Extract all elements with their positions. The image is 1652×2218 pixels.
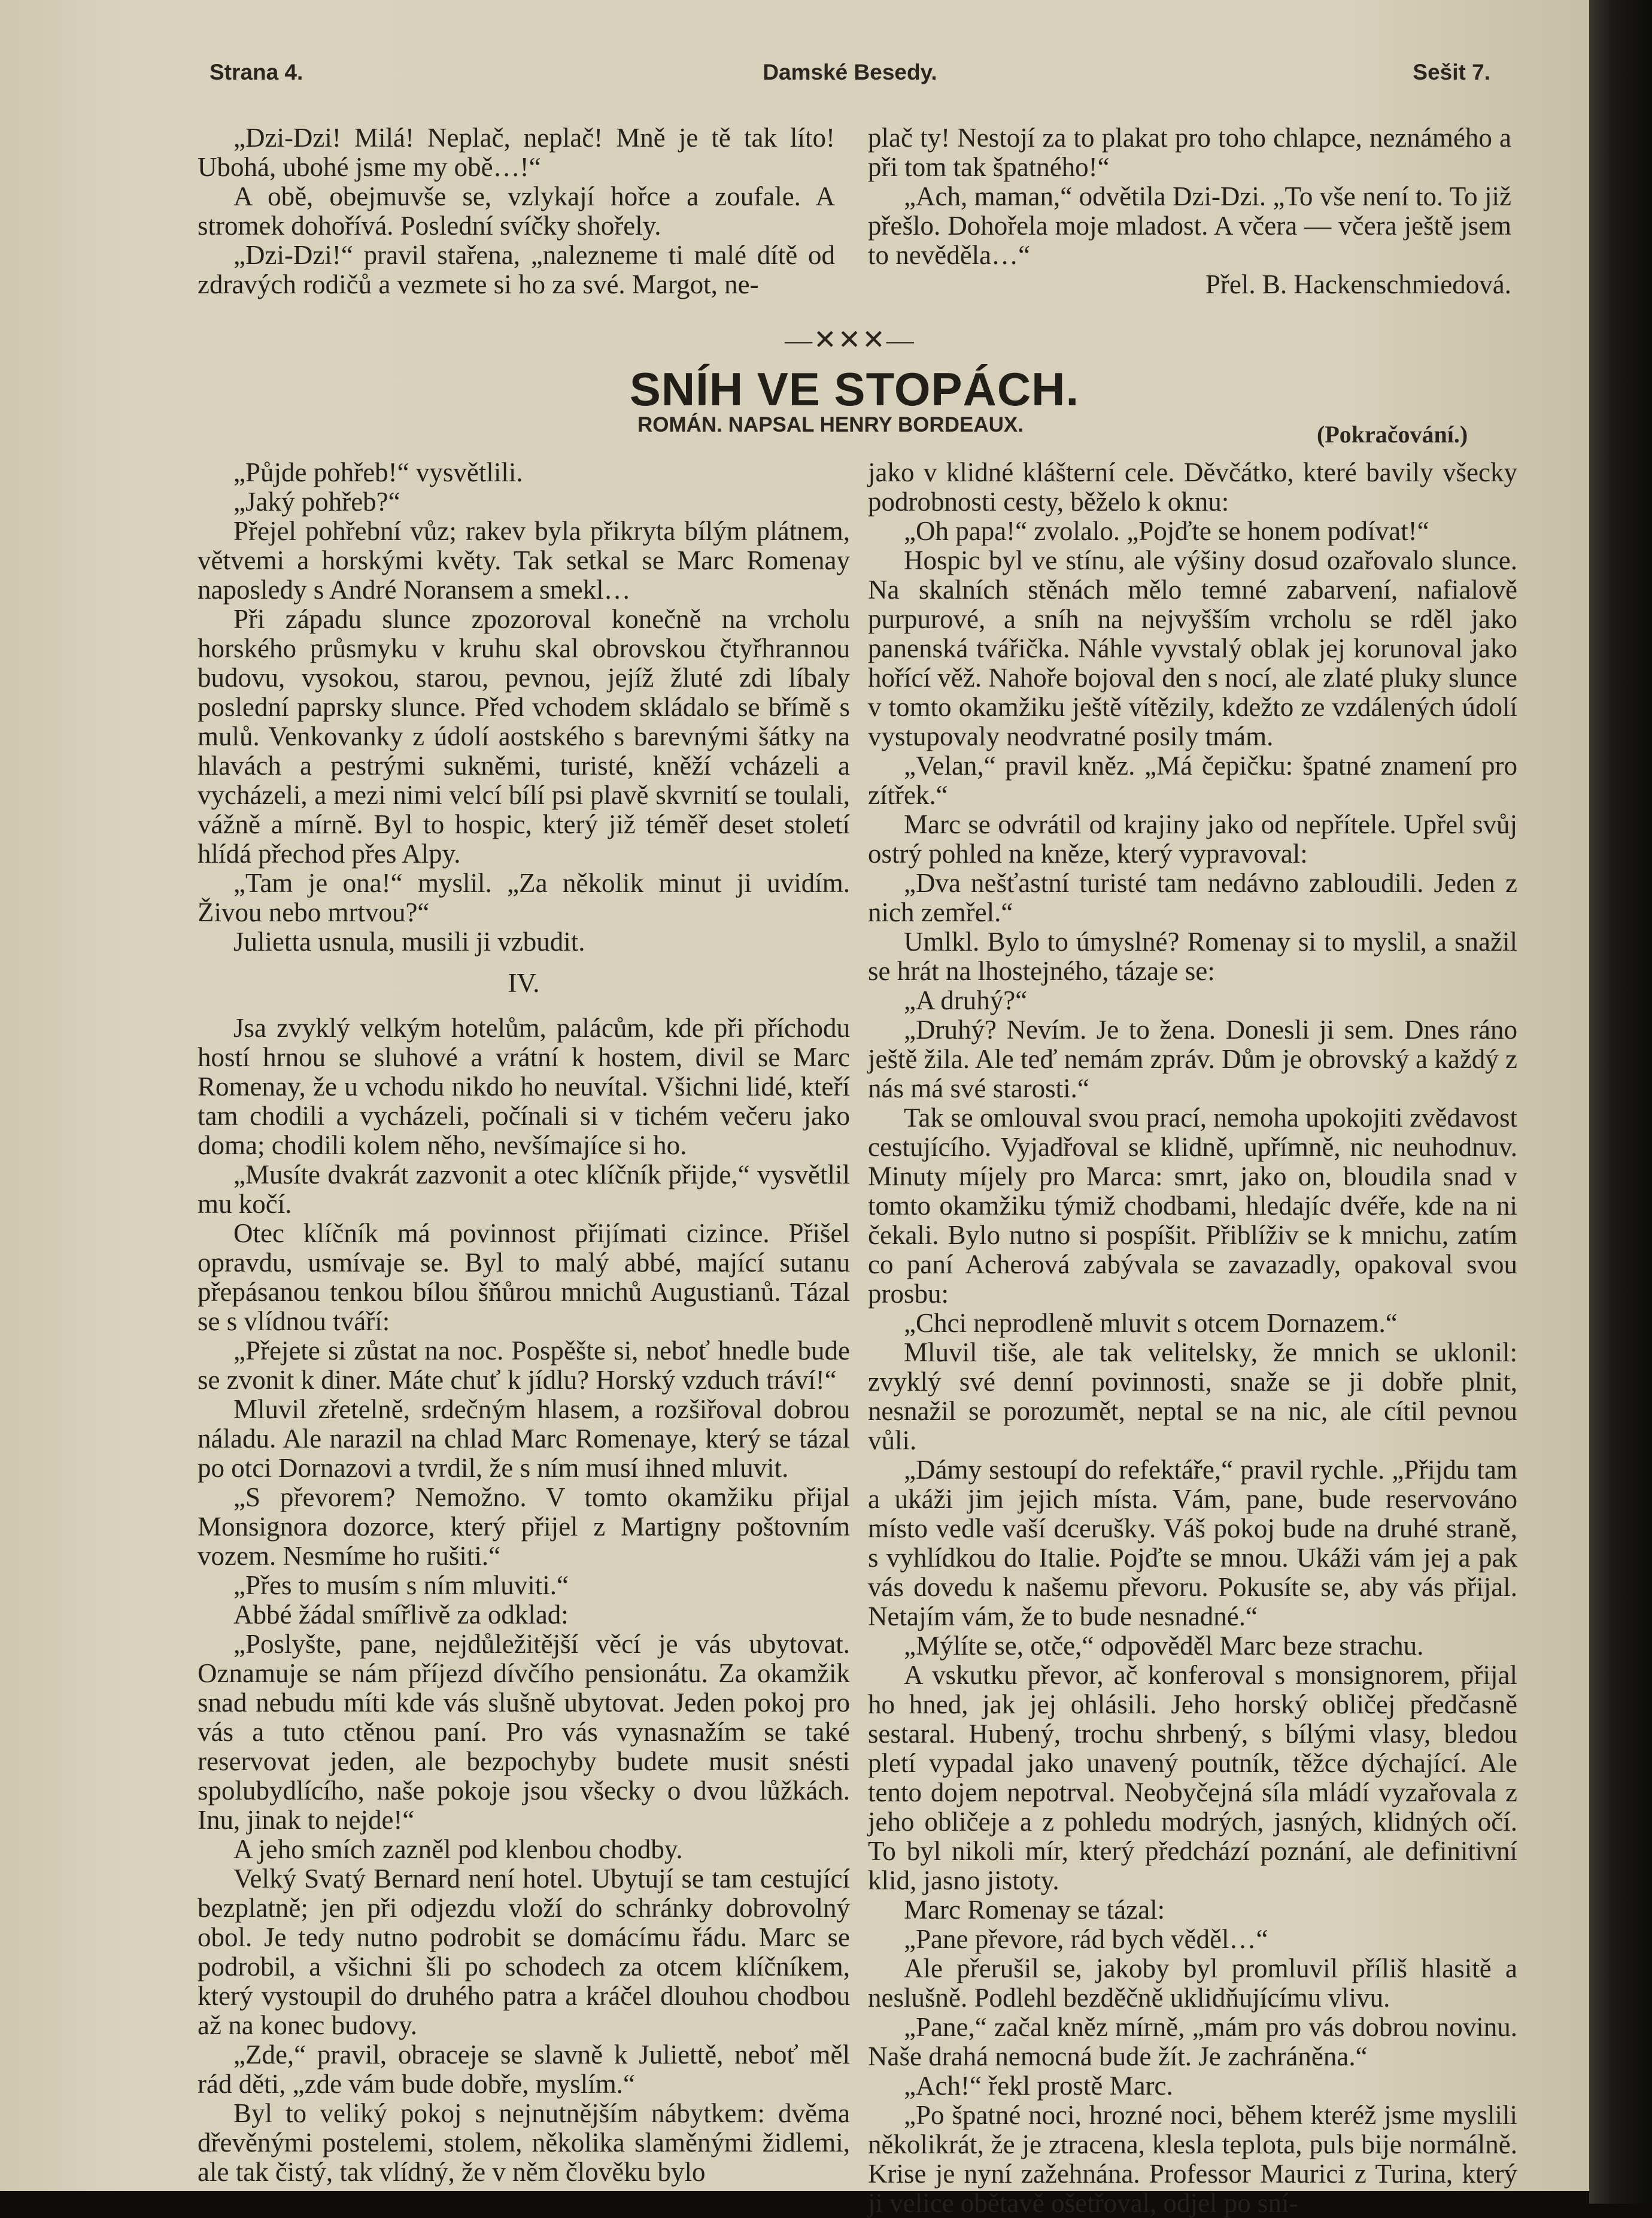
paragraph: „Přejete si zůstat na noc. Pospěšte si, neboť hnedle bude se zvonit k diner. Máte chuť k jídlu? Horský vzduch tráví!“ [198, 1336, 850, 1395]
paragraph: „Přes to musím s ním mluviti.“ [233, 1570, 569, 1600]
ornament-divider: —✕✕✕— [785, 324, 915, 355]
paragraph: „Druhý? Nevím. Je to žena. Donesli ji sem. Dnes ráno ještě žila. Ale teď nemám zpráv. Dům je obrovský a každý z nás má své starosti.“ [868, 1015, 1517, 1103]
paragraph: Marc se odvrátil od krajiny jako od nepřítele. Upřel svůj ostrý pohled na kněze, který vypravoval: [868, 809, 1517, 869]
paragraph: A vskutku převor, ač konferoval s monsignorem, přijal ho hned, jak jej ohlásili. Jeho horský obličej předčasně sestaral. Hubený, trochu shrbený, s bílými vlasy, bledou pletí vypadal jako unavený poutník, těžce dýchající. Ale tento dojem nepotrval. Neobyčejná síla mládí vyzařovala z jeho obličeje a z pohledu modrých, jasných, klidných očí. To byl nikoli mír, který předchází poznání, ale definitivní klid, jasno jistoty. [868, 1660, 1517, 1895]
translator-signature: Přel. B. Hackenschmiedová. [1205, 269, 1511, 299]
page-number: Strana 4. [209, 60, 303, 84]
paragraph: Ale přerušil se, jakoby byl promluvil příliš hlasitě a neslušně. Podlehl bezděčně uklidňujícímu vlivu. [868, 1953, 1517, 2013]
paragraph: Umlkl. Bylo to úmyslné? Romenay si to myslil, a snažil se hrát na lhostejného, tázaje se: [868, 927, 1517, 986]
paragraph: Hospic byl ve stínu, ale výšiny dosud ozařovalo slunce. Na skalních stěnách mělo temné zabarvení, nafialově purpurové, a sníh na nejvyšším vrcholu se rděl jako panenská tvářička. Náhle vyvstalý oblak jej korunoval jako hořící věž. Nahoře bojoval den s nocí, ale zlaté pluky slunce v tomto okamžiku ještě vítězily, kdežto ze vzdálených údolí vystupovaly neodvratné posily tmám. [868, 545, 1517, 751]
article-subtitle: ROMÁN. NAPSAL HENRY BORDEAUX. [637, 413, 1024, 436]
paragraph: „Chci neprodleně mluvit s otcem Dornazem.“ [904, 1308, 1398, 1338]
article-title: SNÍH VE STOPÁCH. [629, 363, 1080, 415]
paragraph: Mluvil tiše, ale tak velitelsky, že mnich se uklonil: zvyklý své denní povinnosti, snaže se ji dobře plnit, nesnažil se porozumět, neptal se na nic, ale cítil pevnou vůli. [868, 1337, 1517, 1455]
paragraph: „A druhý?“ [904, 985, 1028, 1015]
paragraph: plač ty! Nestojí za to plakat pro toho chlapce, neznámého a při tom tak špatného!“ [868, 123, 1511, 182]
book-spine-shadow [1589, 0, 1652, 2204]
paragraph: jako v klidné klášterní cele. Děvčátko, které bavily všecky podrobnosti cesty, běželo k oknu: [868, 457, 1517, 517]
paragraph: „Pane převore, rád bych věděl…“ [904, 1924, 1268, 1954]
paragraph: Přejel pohřební vůz; rakev byla přikryta bílým plátnem, větvemi a horskými květy. Tak setkal se Marc Romenay naposledy s André Noransem a smekl… [198, 516, 850, 605]
paragraph: Otec klíčník má povinnost přijímati cizince. Přišel opravdu, usmívaje se. Byl to malý abbé, mající sutanu přepásanou tenkou bílou šňůrou mnichů Augustianů. Tázal se s vlídnou tváří: [198, 1218, 850, 1336]
previous-story-left-column [198, 123, 835, 299]
paragraph: „Ach!“ řekl prostě Marc. [904, 2071, 1173, 2101]
paragraph: Marc Romenay se tázal: [904, 1895, 1165, 1925]
paragraph: „Dzi-Dzi!“ pravil stařena, „nalezneme ti malé dítě od zdravých rodičů a vezmete si ho za své. Margot, ne- [198, 240, 835, 299]
paragraph: „Dámy sestoupí do refektáře,“ pravil rychle. „Přijdu tam a ukáži jim jejich místa. Vám, pane, bude reservováno místo vedle vaší dcerušky. Váš pokoj bude na druhé straně, s vyhlídkou do Italie. Pojďte se mnou. Ukáži vám jej a pak vás dovedu k našemu převoru. Pokusíte se, aby vás přijal. Netajím vám, že to bude nesnadné.“ [868, 1455, 1517, 1631]
paragraph: „Pane,“ začal kněz mírně, „mám pro vás dobrou novinu. Naše drahá nemocná bude žít. Je zachráněna.“ [868, 2012, 1517, 2071]
continued-label: (Pokračování.) [1317, 421, 1468, 448]
issue-number: Sešit 7. [1413, 60, 1490, 84]
paragraph: Abbé žádal smířlivě za odklad: [233, 1600, 569, 1630]
chapter-heading: IV. [508, 968, 540, 998]
article-left-column [198, 458, 850, 2187]
paragraph: „Oh papa!“ zvolalo. „Pojďte se honem podívat!“ [904, 516, 1429, 546]
paragraph: „Mýlíte se, otče,“ odpověděl Marc beze strachu. [904, 1631, 1424, 1661]
paragraph: „Dzi-Dzi! Milá! Neplač, neplač! Mně je tě tak líto! Ubohá, ubohé jsme my obě…!“ [198, 123, 835, 182]
paragraph: A obě, obejmuvše se, vzlykají hořce a zoufale. A stromek dohořívá. Poslední svíčky shořely. [198, 181, 835, 241]
paragraph: „S převorem? Nemožno. V tomto okamžiku přijal Monsignora dozorce, který přijel z Martigny poštovním vozem. Nesmíme ho rušiti.“ [198, 1482, 850, 1571]
paragraph: Velký Svatý Bernard není hotel. Ubytují se tam cestující bezplatně; jen při odjezdu vloží do schránky dobrovolný obol. Je tedy nutno podrobit se domácímu řádu. Marc se podrobil, a všichni šli po schodech za otcem klíčníkem, který vystoupil do druhého patra a kráčel dlouhou chodbou až na konec budovy. [198, 1864, 850, 2040]
paragraph: „Dva nešťastní turisté tam nedávno zabloudili. Jeden z nich zemřel.“ [868, 868, 1517, 927]
article-right-column [868, 458, 1517, 2218]
paragraph: „Musíte dvakrát zazvonit a otec klíčník přijde,“ vysvětlil mu kočí. [198, 1160, 850, 1219]
paragraph: „Jaký pohřeb?“ [233, 487, 400, 517]
paragraph: Byl to veliký pokoj s nejnutnějším nábytkem: dvěma dřevěnými postelemi, stolem, několika slaměnými židlemi, ale tak čistý, tak vlídný, že v něm člověku bylo [198, 2098, 850, 2187]
paragraph: „Ach, maman,“ odvětila Dzi-Dzi. „To vše není to. To již přešlo. Dohořela moje mladost. A včera — včera ještě jsem to nevěděla…“ [868, 181, 1511, 270]
paragraph: „Zde,“ pravil, obraceje se slavně k Juliettě, neboť měl rád děti, „zde vám bude dobře, myslím.“ [198, 2040, 850, 2099]
paragraph: Tak se omlouval svou prací, nemoha upokojiti zvědavost cestujícího. Vyjadřoval se klidně, upřímně, nic neuhodnuv. Minuty míjely pro Marca: smrt, jako on, bloudila snad v tomto okamžiku týmiž chodbami, hledajíc dvéře, kde na ni čekali. Bylo nutno si pospíšit. Přiblíživ se k mnichu, zatím co paní Acherová zabývala se zavazadly, opakoval svou prosbu: [868, 1103, 1517, 1309]
magazine-title: Damské Besedy. [763, 60, 937, 84]
paragraph: „Tam je ona!“ myslil. „Za několik minut ji uvidím. Živou nebo mrtvou?“ [198, 868, 850, 927]
paragraph: Jsa zvyklý velkým hotelům, palácům, kde při příchodu hostí hrnou se sluhové a vrátní k hostem, divil se Marc Romenay, že u vchodu nikdo ho neuvítal. Všichni lidé, kteří tam chodili a vycházeli, počínali si v tichém večeru jako doma; chodili kolem něho, nevšímajíce si ho. [198, 1013, 850, 1160]
paragraph: „Poslyšte, pane, nejdůležitější věcí je vás ubytovat. Oznamuje se nám příjezd dívčího pensionátu. Za okamžik snad nebudu míti kde vás slušně ubytovat. Jeden pokoj pro vás a tuto ctěnou paní. Pro vás vynasnažím se také reservovat jeden, ale bezpochyby budete musit snésti spolubydlícího, naše pokoje jsou všecky o dvou lůžkách. Inu, jinak to nejde!“ [198, 1629, 850, 1835]
paragraph: „Velan,“ pravil kněz. „Má čepičku: špatné znamení pro zítřek.“ [868, 751, 1517, 810]
previous-story-right-column [868, 123, 1511, 299]
paragraph: Mluvil zřetelně, srdečným hlasem, a rozšiřoval dobrou náladu. Ale narazil na chlad Marc Romenaye, který se tázal po otci Dornazovi a tvrdil, že s ním musí ihned mluvit. [198, 1394, 850, 1483]
paragraph: Při západu slunce zpozoroval konečně na vrcholu horského průsmyku v kruhu skal obrovskou čtyřhrannou budovu, vysokou, starou, pevnou, jejíž žluté zdi líbaly poslední paprsky slunce. Před vchodem skládalo se břímě s mulů. Venkovanky z údolí aostského s barevnými šátky na hlavách a pestrými sukněmi, turisté, kněží vcházeli a vycházeli, a mezi nimi velcí bílí psi plavě skvrnití se toulali, vážně a mírně. Byl to hospic, který již téměř deset století hlídá přechod přes Alpy. [198, 604, 850, 869]
running-header [209, 60, 1490, 96]
paragraph: Julietta usnula, musili ji vzbudit. [233, 927, 585, 957]
paragraph: A jeho smích zazněl pod klenbou chodby. [233, 1834, 683, 1864]
paragraph: „Po špatné noci, hrozné noci, během kteréž jsme myslili několikrát, že je ztracena, klesla teplota, puls bije normálně. Krise je nyní zažehnána. Professor Maurici z Turina, který ji velice obětavě ošetřoval, odjel po sní- [868, 2100, 1517, 2218]
paragraph: „Půjde pohřeb!“ vysvětlili. [233, 457, 523, 487]
